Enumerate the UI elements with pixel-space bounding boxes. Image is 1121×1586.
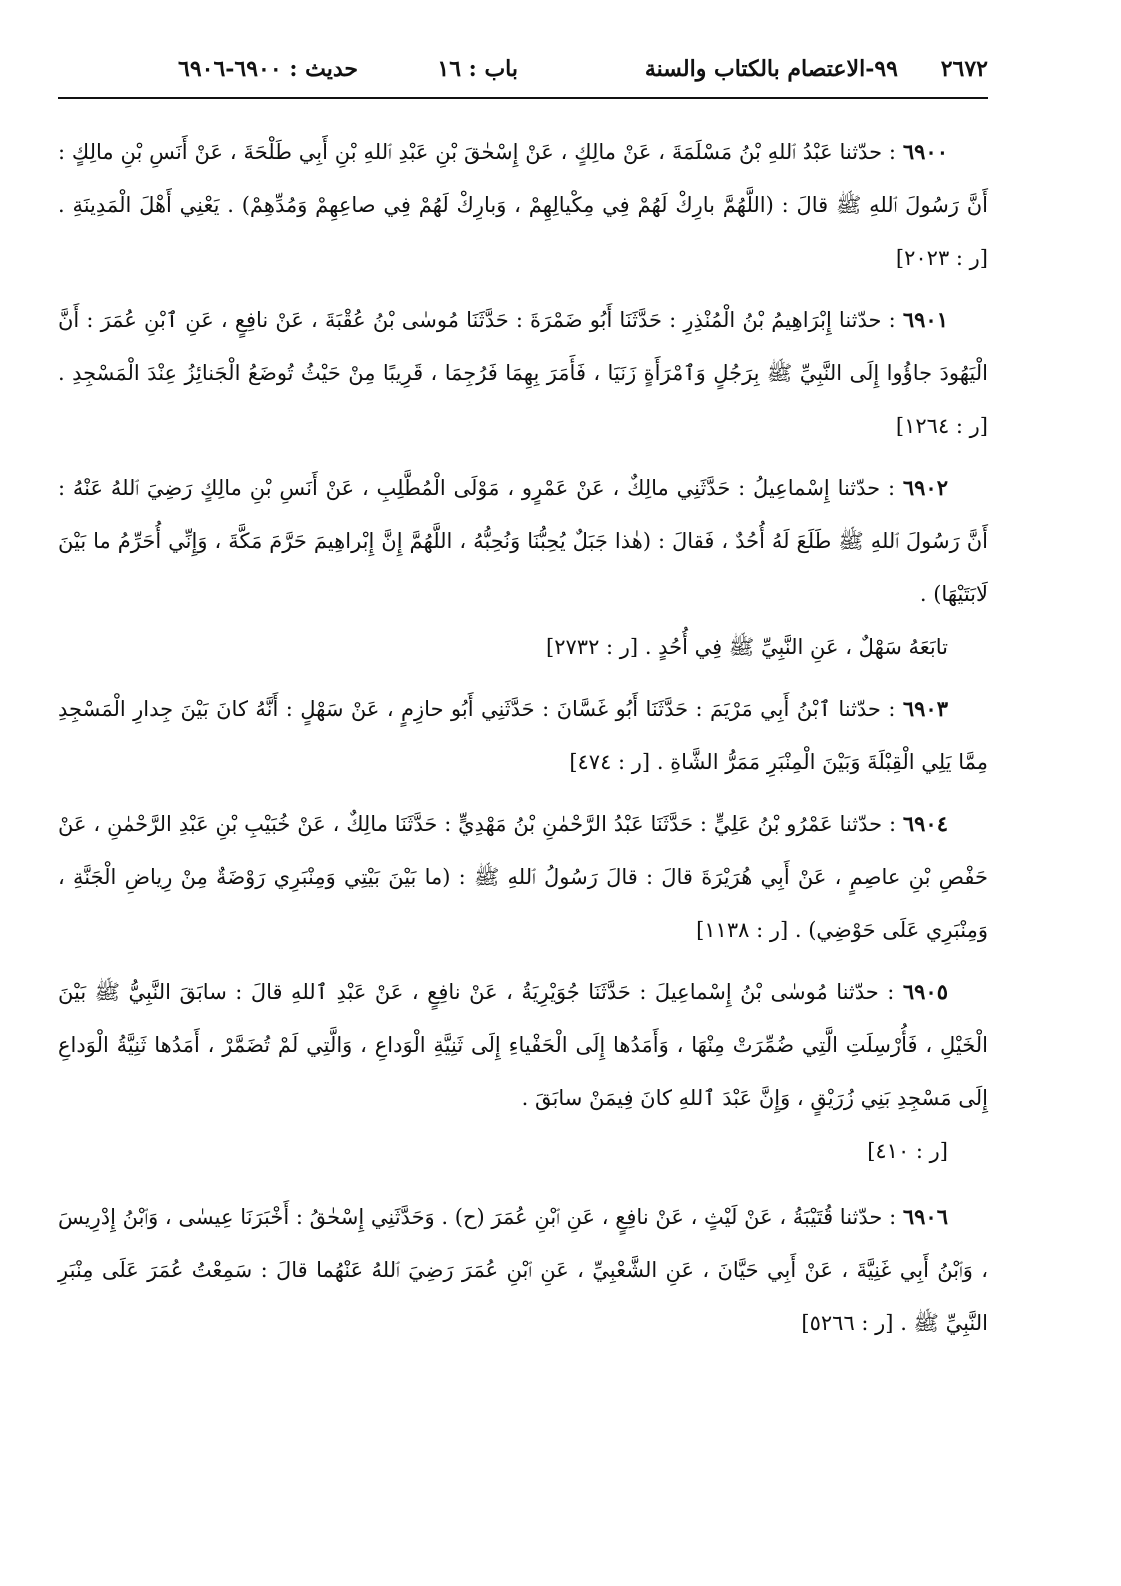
- cross-reference: [ر : ٤١٠]: [867, 1139, 948, 1163]
- running-header: [58, 44, 988, 94]
- hadith-6902: ٦٩٠٢ : حدّثنا إِسْماعِيلُ : حَدَّثَنِي مالِكٌ ، عَنْ عَمْرٍو ، مَوْلَى الْمُطَّلِبِ ، عَنْ أَنَسِ بْنِ مالِكٍ رَضِيَ ٱللهُ عَنْهُ : أَنَّ رَسُولَ ٱللهِ ﷺ طَلَعَ لَهُ أُحُدٌ ، فَقالَ : (هٰذا جَبَلٌ يُحِبُّنَا وَنُحِبُّهُ ، اللَّهُمَّ إِنَّ إِبْراهِيمَ حَرَّمَ مَكَّةَ ، وَإِنِّي أُحَرِّمُ ما بَيْنَ لَابَتَيْهَا) .: [58, 475, 988, 606]
- hadith-text: حدّثنا قُتَيْبَةُ ، عَنْ لَيْثٍ ، عَنْ نافِعٍ ، عَنِ ٱبْنِ عُمَرَ (ح) . وَحَدَّثَنِي إِسْحٰقُ : أَخْبَرَنَا عِيسٰى ، وَٱبْنُ إِدْرِيسَ ، وَٱبْنُ أَبِي غَنِيَّةَ ، عَنْ أَبِي حَيَّانَ ، عَنِ الشَّعْبِيِّ ، عَنِ ٱبْنِ عُمَرَ رَضِيَ ٱللهُ عَنْهُما قالَ : سَمِعْتُ عُمَرَ عَلَى مِنْبَرِ النَّبِيِّ ﷺ .: [58, 1205, 988, 1335]
- hadith-6900: ٦٩٠٠ : حدّثنا عَبْدُ ٱللهِ بْنُ مَسْلَمَةَ ، عَنْ مالِكٍ ، عَنْ إِسْحٰقَ بْنِ عَبْدِ ٱللهِ بْنِ أَبِي طَلْحَةَ ، عَنْ أَنَسِ بْنِ مالِكٍ : أَنَّ رَسُولَ ٱللهِ ﷺ قالَ : (اللَّهُمَّ بارِكْ لَهُمْ فِي مِكْيالِهِمْ ، وَبارِكْ لَهُمْ فِي صاعِهِمْ وَمُدِّهِمْ) . يَعْنِي أَهْلَ الْمَدِينَةِ . [ر : ٢٠٢٣]: [58, 139, 988, 270]
- hadith-6901: ٦٩٠١ : حدّثنا إِبْرَاهِيمُ بْنُ الْمُنْذِرِ : حَدَّثَنَا أَبُو ضَمْرَةَ : حَدَّثَنَا مُوسٰى بْنُ عُقْبَةَ ، عَنْ نافِعٍ ، عَنِ ٱبْنِ عُمَرَ : أَنَّ الْيَهُودَ جاؤُوا إِلَى النَّبِيِّ ﷺ بِرَجُلٍ وَٱمْرَأَةٍ زَنَيَا ، فَأَمَرَ بِهِمَا فَرُجِمَا ، قَرِيبًا مِنْ حَيْثُ تُوضَعُ الْجَنائِزُ عِنْدَ الْمَسْجِدِ . [ر : ١٢٦٤]: [58, 307, 988, 438]
- hadith-text: حدّثنا عَبْدُ ٱللهِ بْنُ مَسْلَمَةَ ، عَنْ مالِكٍ ، عَنْ إِسْحٰقَ بْنِ عَبْدِ ٱللهِ بْنِ أَبِي طَلْحَةَ ، عَنْ أَنَسِ بْنِ مالِكٍ : أَنَّ رَسُولَ ٱللهِ ﷺ قالَ : (اللَّهُمَّ بارِكْ لَهُمْ فِي مِكْيالِهِمْ ، وَبارِكْ لَهُمْ فِي صاعِهِمْ وَمُدِّهِمْ) . يَعْنِي أَهْلَ الْمَدِينَةِ .: [58, 140, 988, 217]
- hadith-number: ٦٩٠٦: [902, 1204, 948, 1229]
- cross-reference: [ر : ٥٢٦٦]: [801, 1311, 894, 1335]
- hadith-6904: ٦٩٠٤ : حدّثنا عَمْرُو بْنُ عَلِيٍّ : حَدَّثَنَا عَبْدُ الرَّحْمٰنِ بْنُ مَهْدِيٍّ : حَدَّثَنَا مالِكٌ ، عَنْ خُبَيْبِ بْنِ عَبْدِ الرَّحْمٰنِ ، عَنْ حَفْصِ بْنِ عاصِمٍ ، عَنْ أَبِي هُرَيْرَةَ قالَ : قالَ رَسُولُ ٱللهِ ﷺ : (ما بَيْنَ بَيْتِي وَمِنْبَرِي رَوْضَةٌ مِنْ رِياضِ الْجَنَّةِ ، وَمِنْبَرِي عَلَى حَوْضِي) . [ر : ١١٣٨]: [58, 811, 988, 942]
- book-title: ٩٩-الاعتصام بالكتاب والسنة: [644, 56, 898, 82]
- hadith-number: ٦٩٠٤: [902, 811, 948, 836]
- hadith-number: ٦٩٠٥: [902, 979, 948, 1004]
- header-divider: [58, 97, 988, 99]
- reference-line: [58, 1125, 988, 1178]
- hadith-note: [58, 621, 988, 674]
- hadith-text: حدّثنا عَمْرُو بْنُ عَلِيٍّ : حَدَّثَنَا عَبْدُ الرَّحْمٰنِ بْنُ مَهْدِيٍّ : حَدَّثَنَا مالِكٌ ، عَنْ خُبَيْبِ بْنِ عَبْدِ الرَّحْمٰنِ ، عَنْ حَفْصِ بْنِ عاصِمٍ ، عَنْ أَبِي هُرَيْرَةَ قالَ : قالَ رَسُولُ ٱللهِ ﷺ : (ما بَيْنَ بَيْتِي وَمِنْبَرِي رَوْضَةٌ مِنْ رِياضِ الْجَنَّةِ ، وَمِنْبَرِي عَلَى حَوْضِي) .: [58, 812, 988, 942]
- cross-reference: [ر : ٢٠٢٣]: [895, 246, 988, 270]
- hadith-6903: ٦٩٠٣ : حدّثنا ٱبْنُ أَبِي مَرْيَمَ : حَدَّثَنَا أَبُو غَسَّانَ : حَدَّثَنِي أَبُو حازِمٍ ، عَنْ سَهْلٍ : أَنَّهُ كانَ بَيْنَ جِدارِ الْمَسْجِدِ مِمَّا يَلِي الْقِبْلَةَ وَبَيْنَ الْمِنْبَرِ مَمَرُّ الشَّاةِ . [ر : ٤٧٤]: [58, 696, 988, 774]
- hadith-range: حديث : ٦٩٠٠-٦٩٠٦: [178, 56, 358, 82]
- hadith-6905: ٦٩٠٥ : حدّثنا مُوسٰى بْنُ إِسْماعِيلَ : حَدَّثَنَا جُوَيْرِيَةُ ، عَنْ نافِعٍ ، عَنْ عَبْدِ ٱللهِ قالَ : سابَقَ النَّبِيُّ ﷺ بَيْنَ الْخَيْلِ ، فَأُرْسِلَتِ الَّتِي ضُمِّرَتْ مِنْهَا ، وَأَمَدُها إِلَى الْحَفْياءِ إِلَى ثَنِيَّةِ الْوَداعِ ، وَالَّتِي لَمْ تُضَمَّرْ ، أَمَدُها ثَنِيَّةُ الْوَداعِ إِلَى مَسْجِدِ بَنِي زُرَيْقٍ ، وَإِنَّ عَبْدَ ٱللهِ كانَ فِيمَنْ سابَقَ .: [58, 979, 988, 1110]
- hadith-text: حدّثنا إِبْرَاهِيمُ بْنُ الْمُنْذِرِ : حَدَّثَنَا أَبُو ضَمْرَةَ : حَدَّثَنَا مُوسٰى بْنُ عُقْبَةَ ، عَنْ نافِعٍ ، عَنِ ٱبْنِ عُمَرَ : أَنَّ الْيَهُودَ جاؤُوا إِلَى النَّبِيِّ ﷺ بِرَجُلٍ وَٱمْرَأَةٍ زَنَيَا ، فَأَمَرَ بِهِمَا فَرُجِمَا ، قَرِيبًا مِنْ حَيْثُ تُوضَعُ الْجَنائِزُ عِنْدَ الْمَسْجِدِ .: [58, 308, 988, 385]
- note-text: تابَعَهُ سَهْلٌ ، عَنِ النَّبِيِّ ﷺ فِي أُحُدٍ .: [644, 635, 948, 659]
- hadith-number: ٦٩٠١: [902, 307, 948, 332]
- cross-reference: [ر : ٢٧٣٢]: [546, 635, 639, 659]
- hadith-number: ٦٩٠٢: [902, 475, 948, 500]
- hadith-6906: ٦٩٠٦ : حدّثنا قُتَيْبَةُ ، عَنْ لَيْثٍ ، عَنْ نافِعٍ ، عَنِ ٱبْنِ عُمَرَ (ح) . وَحَدَّثَنِي إِسْحٰقُ : أَخْبَرَنَا عِيسٰى ، وَٱبْنُ إِدْرِيسَ ، وَٱبْنُ أَبِي غَنِيَّةَ ، عَنْ أَبِي حَيَّانَ ، عَنِ الشَّعْبِيِّ ، عَنِ ٱبْنِ عُمَرَ رَضِيَ ٱللهُ عَنْهُما قالَ : سَمِعْتُ عُمَرَ عَلَى مِنْبَرِ النَّبِيِّ ﷺ . [ر : ٥٢٦٦]: [58, 1204, 988, 1335]
- hadith-text: حدّثنا مُوسٰى بْنُ إِسْماعِيلَ : حَدَّثَنَا جُوَيْرِيَةُ ، عَنْ نافِعٍ ، عَنْ عَبْدِ ٱللهِ قالَ : سابَقَ النَّبِيُّ ﷺ بَيْنَ الْخَيْلِ ، فَأُرْسِلَتِ الَّتِي ضُمِّرَتْ مِنْهَا ، وَأَمَدُها إِلَى الْحَفْياءِ إِلَى ثَنِيَّةِ الْوَداعِ ، وَالَّتِي لَمْ تُضَمَّرْ ، أَمَدُها ثَنِيَّةُ الْوَداعِ إِلَى مَسْجِدِ بَنِي زُرَيْقٍ ، وَإِنَّ عَبْدَ ٱللهِ كانَ فِيمَنْ سابَقَ .: [58, 980, 988, 1110]
- cross-reference: [ر : ١٢٦٤]: [895, 414, 988, 438]
- hadith-text: حدّثنا ٱبْنُ أَبِي مَرْيَمَ : حَدَّثَنَا أَبُو غَسَّانَ : حَدَّثَنِي أَبُو حازِمٍ ، عَنْ سَهْلٍ : أَنَّهُ كانَ بَيْنَ جِدارِ الْمَسْجِدِ مِمَّا يَلِي الْقِبْلَةَ وَبَيْنَ الْمِنْبَرِ مَمَرُّ الشَّاةِ .: [58, 697, 988, 774]
- cross-reference: [ر : ١١٣٨]: [696, 918, 789, 942]
- chapter-label: باب : ١٦: [437, 56, 518, 82]
- hadith-number: ٦٩٠٣: [902, 696, 948, 721]
- hadith-text: حدّثنا إِسْماعِيلُ : حَدَّثَنِي مالِكٌ ، عَنْ عَمْرٍو ، مَوْلَى الْمُطَّلِبِ ، عَنْ أَنَسِ بْنِ مالِكٍ رَضِيَ ٱللهُ عَنْهُ : أَنَّ رَسُولَ ٱللهِ ﷺ طَلَعَ لَهُ أُحُدٌ ، فَقالَ : (هٰذا جَبَلٌ يُحِبُّنَا وَنُحِبُّهُ ، اللَّهُمَّ إِنَّ إِبْراهِيمَ حَرَّمَ مَكَّةَ ، وَإِنِّي أُحَرِّمُ ما بَيْنَ لَابَتَيْهَا) .: [58, 476, 988, 606]
- cross-reference: [ر : ٤٧٤]: [569, 750, 651, 774]
- page-number: ٢٦٧٢: [940, 56, 988, 82]
- page-body: [58, 125, 988, 1358]
- hadith-number: ٦٩٠٠: [902, 139, 948, 164]
